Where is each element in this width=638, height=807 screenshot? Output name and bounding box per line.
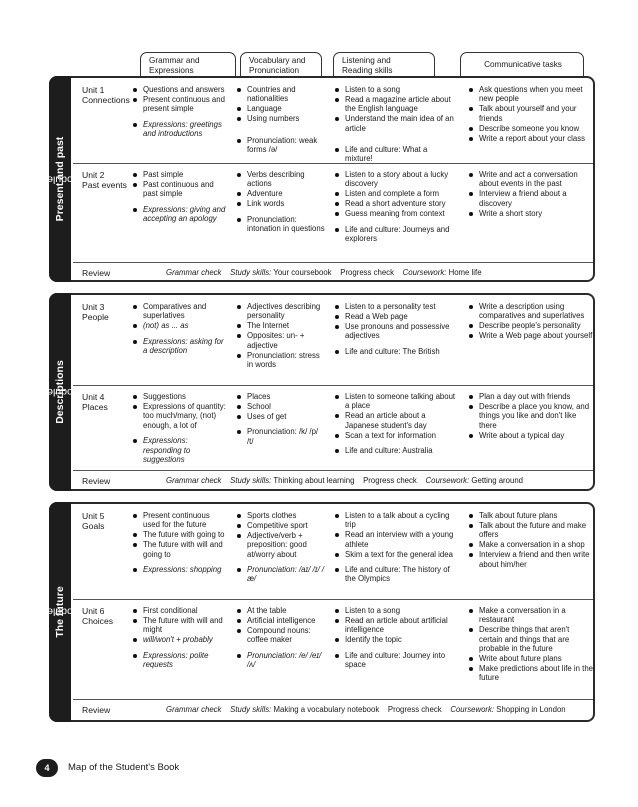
- list-item: Describe someone you know: [469, 124, 593, 133]
- unit-row: [73, 295, 593, 386]
- list-item: Read a Web page: [335, 312, 457, 321]
- coursework: Getting around: [471, 476, 524, 485]
- list-item: Expressions: asking for a description: [133, 337, 227, 356]
- module-2: [38, 293, 595, 491]
- list-item: Life and culture: The British: [335, 347, 457, 356]
- list-item: Read an article about artificial intelligence: [335, 616, 457, 635]
- progress-check: Progress check: [387, 705, 442, 714]
- study-skills-label: Study skills:: [230, 705, 272, 714]
- coursework: Shopping in London: [496, 705, 566, 714]
- column-header-listening: [333, 52, 435, 76]
- unit-topic: Goals: [82, 521, 105, 531]
- list-item: The future with going to: [133, 530, 227, 539]
- coursework-label: Coursework:: [450, 705, 495, 714]
- communicative-cell: [469, 606, 593, 683]
- communicative-cell: [469, 170, 593, 219]
- list-item: Verbs describing actions: [237, 170, 325, 189]
- list-item: Ask questions when you meet new people: [469, 85, 593, 104]
- module-1-number: Module 1: [38, 173, 82, 185]
- list-item: Pronunciation: weak forms /ə/: [237, 136, 325, 155]
- list-item: First conditional: [133, 606, 227, 615]
- review-text: [166, 476, 523, 485]
- list-item: Past simple: [133, 170, 227, 179]
- list-item: Life and culture: What a mixture!: [335, 145, 457, 164]
- vocabulary-cell: [237, 170, 325, 234]
- module-1-tab: [38, 76, 82, 282]
- listening-cell: [335, 511, 457, 584]
- unit-topic: Past events: [82, 180, 127, 190]
- list-item: Expressions: greetings and introductions: [133, 120, 227, 139]
- progress-check: Progress check: [363, 476, 417, 485]
- review-row: [73, 470, 593, 492]
- review-text: [166, 705, 566, 714]
- list-item: Make a conversation in a restaurant: [469, 606, 593, 625]
- listening-cell: [335, 170, 457, 244]
- list-item: Listen to a story about a lucky discovery: [335, 170, 457, 189]
- list-item: Describe people's personality: [469, 321, 593, 330]
- column-header-grammar: [140, 52, 236, 76]
- list-item: Pronunciation: /e/ /eɪ/ /ʌ/: [237, 651, 325, 670]
- review-row: [73, 699, 593, 721]
- page-footer: [36, 759, 236, 777]
- coursework: Home life: [448, 268, 482, 277]
- vocabulary-cell: [237, 392, 325, 447]
- study-skills-label: Study skills:: [230, 476, 272, 485]
- unit-name: [82, 606, 140, 626]
- progress-check: Progress check: [340, 268, 394, 277]
- list-item: Interview a friend and then write about him/her: [469, 550, 593, 569]
- list-item: Write a short story: [469, 209, 593, 218]
- list-item: Plan a day out with friends: [469, 392, 593, 401]
- list-item: Expressions: shopping: [133, 565, 227, 574]
- list-item: Write a Web page about yourself: [469, 331, 593, 340]
- list-item: Life and culture: Australia: [335, 446, 457, 455]
- unit-topic: Places: [82, 402, 108, 412]
- listening-cell: [335, 606, 457, 670]
- list-item: Skim a text for the general idea: [335, 550, 457, 559]
- listening-cell: [335, 302, 457, 357]
- list-item: Sports clothes: [237, 511, 325, 520]
- module-3-tab: [38, 502, 82, 722]
- unit-name: [82, 302, 140, 322]
- list-item: Write about future plans: [469, 654, 593, 663]
- list-item: Scan a text for information: [335, 431, 457, 440]
- list-item: Make predictions about life in the future: [469, 664, 593, 683]
- vocabulary-cell: [237, 511, 325, 584]
- list-item: Expressions: responding to suggestions: [133, 436, 227, 464]
- study-skills: Making a vocabulary notebook: [273, 705, 380, 714]
- list-item: Write about a typical day: [469, 431, 593, 440]
- list-item: Identify the topic: [335, 635, 457, 644]
- vocabulary-cell: [237, 606, 325, 670]
- page-number: 4: [36, 759, 58, 777]
- unit-number: Unit 6: [82, 606, 105, 616]
- list-item: Life and culture: Journey into space: [335, 651, 457, 670]
- module-1-title: Present and past: [54, 136, 66, 222]
- unit-topic: People: [82, 312, 109, 322]
- list-item: Listen and complete a form: [335, 189, 457, 198]
- list-item: Talk about the future and make offers: [469, 521, 593, 540]
- review-label: Review: [82, 476, 111, 486]
- unit-topic: Connections: [82, 95, 130, 105]
- list-item: Places: [237, 392, 325, 401]
- study-skills-label: Study skills:: [230, 268, 272, 277]
- list-item: Competitive sport: [237, 521, 325, 530]
- column-header-grammar-line1: Grammar and: [149, 56, 200, 65]
- list-item: Pronunciation: /k/ /p/ /t/: [237, 427, 325, 446]
- listening-cell: [335, 85, 457, 164]
- list-item: Understand the main idea of an article: [335, 114, 457, 133]
- list-item: Describe things that aren't certain and things that are probable in the future: [469, 625, 593, 653]
- module-2-tab: [38, 293, 82, 491]
- list-item: Write and act a conversation about events in the past: [469, 170, 593, 189]
- list-item: Life and culture: Journeys and explorers: [335, 225, 457, 244]
- unit-number: Unit 2: [82, 170, 105, 180]
- list-item: Read a magazine article about the English language: [335, 95, 457, 114]
- module-3-number: Module 3: [38, 606, 82, 618]
- list-item: Listen to a talk about a cycling trip: [335, 511, 457, 530]
- list-item: Past continuous and past simple: [133, 180, 227, 199]
- list-item: Countries and nationalities: [237, 85, 325, 104]
- column-header-listening-line1: Listening and: [342, 56, 391, 65]
- list-item: Uses of get: [237, 412, 325, 421]
- module-3: [38, 502, 595, 722]
- list-item: Using numbers: [237, 114, 325, 123]
- list-item: Read an interview with a young athlete: [335, 530, 457, 549]
- list-item: Comparatives and superlatives: [133, 302, 227, 321]
- study-skills: Thinking about learning: [273, 476, 355, 485]
- list-item: Read a short adventure story: [335, 199, 457, 208]
- list-item: Expressions: giving and accepting an apology: [133, 205, 227, 224]
- review-label: Review: [82, 705, 111, 715]
- list-item: Pronunciation: /aɪ/ /ɪ/ /æ/: [237, 565, 325, 584]
- list-item: Listen to a song: [335, 85, 457, 94]
- column-header-communicative-label: Communicative tasks: [484, 60, 562, 69]
- review-text: [166, 268, 482, 277]
- list-item: Present continuous used for the future: [133, 511, 227, 530]
- module-3-title: The future: [54, 586, 66, 638]
- review-row: [73, 262, 593, 284]
- list-item: Make a conversation in a shop: [469, 540, 593, 549]
- list-item: Write a description using comparatives and superlatives: [469, 302, 593, 321]
- list-item: Talk about future plans: [469, 511, 593, 520]
- study-skills: Your coursebook: [273, 268, 332, 277]
- list-item: The Internet: [237, 321, 325, 330]
- list-item: Talk about yourself and your friends: [469, 104, 593, 123]
- grammar-check: Grammar check: [166, 268, 222, 277]
- unit-topic: Choices: [82, 616, 114, 626]
- list-item: Use pronouns and possessive adjectives: [335, 322, 457, 341]
- communicative-cell: [469, 302, 593, 341]
- list-item: Listen to a song: [335, 606, 457, 615]
- vocabulary-cell: [237, 302, 325, 370]
- unit-name: [82, 511, 140, 531]
- list-item: Life and culture: The history of the Olympics: [335, 565, 457, 584]
- list-item: Adjectives describing personality: [237, 302, 325, 321]
- list-item: School: [237, 402, 325, 411]
- list-item: Pronunciation: intonation in questions: [237, 215, 325, 234]
- list-item: Pronunciation: stress in words: [237, 351, 325, 370]
- list-item: Interview a friend about a discovery: [469, 189, 593, 208]
- list-item: Adjective/verb + preposition: good at/worry about: [237, 531, 325, 559]
- list-item: Suggestions: [133, 392, 227, 401]
- unit-row: [73, 163, 593, 263]
- list-item: Language: [237, 104, 325, 113]
- module-2-number: Module 2: [38, 386, 82, 399]
- unit-number: Unit 3: [82, 302, 105, 312]
- list-item: Listen to a personality test: [335, 302, 457, 311]
- grammar-cell: [133, 606, 227, 670]
- list-item: At the table: [237, 606, 325, 615]
- unit-number: Unit 4: [82, 392, 105, 402]
- grammar-cell: [133, 85, 227, 139]
- column-header-vocabulary-line1: Vocabulary and: [249, 56, 306, 65]
- coursework-label: Coursework:: [425, 476, 470, 485]
- list-item: Read an article about a Japanese student's day: [335, 411, 457, 430]
- listening-cell: [335, 392, 457, 456]
- grammar-cell: [133, 170, 227, 224]
- unit-row: [73, 385, 593, 471]
- grammar-check: Grammar check: [166, 705, 222, 714]
- module-2-title: Descriptions: [54, 360, 66, 424]
- review-label: Review: [82, 268, 111, 278]
- list-item: Artificial intelligence: [237, 616, 325, 625]
- column-header-grammar-line2: Expressions: [149, 65, 194, 75]
- list-item: Expressions: polite requests: [133, 651, 227, 670]
- module-1: [38, 76, 595, 282]
- list-item: Compound nouns: coffee maker: [237, 626, 325, 645]
- list-item: Describe a place you know, and things you like and don't like there: [469, 402, 593, 430]
- list-item: Listen to someone talking about a place: [335, 392, 457, 411]
- unit-row: [73, 599, 593, 700]
- grammar-cell: [133, 302, 227, 356]
- list-item: (not) as ... as: [133, 321, 227, 330]
- communicative-cell: [469, 85, 593, 143]
- communicative-cell: [469, 392, 593, 441]
- list-item: The future with will and going to: [133, 540, 227, 559]
- unit-name: [82, 392, 140, 412]
- list-item: Questions and answers: [133, 85, 227, 94]
- list-item: Present continuous and present simple: [133, 95, 227, 114]
- unit-number: Unit 5: [82, 511, 105, 521]
- list-item: will/won't + probably: [133, 635, 227, 644]
- column-header-vocabulary-line2: Pronunciation: [249, 65, 300, 75]
- list-item: Opposites: un- + adjective: [237, 331, 325, 350]
- unit-row: [73, 78, 593, 164]
- unit-row: [73, 504, 593, 600]
- unit-name: [82, 85, 140, 105]
- footer-title: Map of the Student's Book: [68, 762, 180, 773]
- list-item: Guess meaning from context: [335, 209, 457, 218]
- list-item: Link words: [237, 199, 325, 208]
- column-header-communicative: [460, 52, 584, 76]
- list-item: Write a report about your class: [469, 134, 593, 143]
- grammar-cell: [133, 392, 227, 465]
- communicative-cell: [469, 511, 593, 569]
- column-header-listening-line2: Reading skills: [342, 65, 393, 75]
- grammar-cell: [133, 511, 227, 575]
- column-header-vocabulary: [240, 52, 322, 76]
- vocabulary-cell: [237, 85, 325, 155]
- unit-number: Unit 1: [82, 85, 105, 95]
- coursework-label: Coursework:: [402, 268, 447, 277]
- list-item: Expressions of quantity: too much/many, (not) enough, a lot of: [133, 402, 227, 430]
- unit-name: [82, 170, 140, 190]
- list-item: Adventure: [237, 189, 325, 198]
- list-item: The future with will and might: [133, 616, 227, 635]
- grammar-check: Grammar check: [166, 476, 222, 485]
